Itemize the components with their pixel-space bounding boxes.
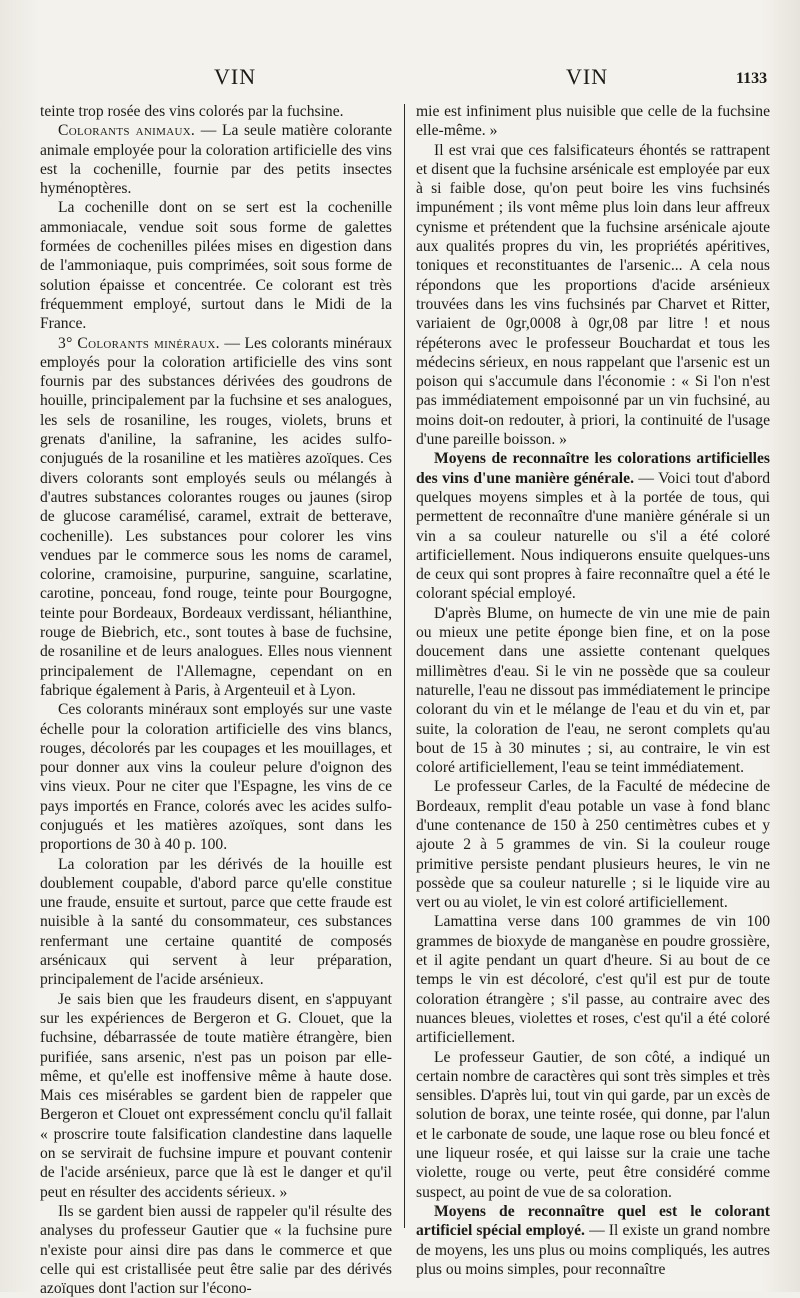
paragraph: La cochenille dont on se sert est la cochenille ammoniacale, vendue soit sous forme de galettes formées de cochenilles pilées mises en digestion dans de l'ammoniaque, puis comprimées, soit sous forme de solution épaisse et concentrée. Ce colorant est très fréquemment employé, surtout dans le Midi de la France.: [40, 199, 392, 333]
paragraph-text: — Il existe un grand nombre de moyens, les uns plus ou moins compliqués, les autres plus ou moins simples, pour reconnaître: [416, 1222, 770, 1278]
paragraph: La coloration par les dérivés de la houille est doublement coupable, d'abord parce qu'elle constitue une fraude, ensuite et surtout, parce que cette fraude est nuisible à la santé du consommateur, ces substances renfermant une certaine quantité de composés arsénicaux qui servent à leur préparation, principalement de l'acide arsénieux.: [40, 855, 392, 989]
running-head-right-title: VIN: [566, 64, 609, 89]
column-divider: [404, 104, 405, 1228]
paragraph: Le professeur Gautier, de son côté, a indiqué un certain nombre de caractères qui sont très simples et très sensibles. D'après lui, tout vin qui garde, par un excès de solution de borax, une teinte rosée, qui donne, par l'alun et le carbonate de soude, une laque rose ou bleu foncé et une liqueur rosée, et qui laisse sur la craie une tache violette, rouge ou verte, peut être considéré comme suspect, au point de vue de sa coloration.: [416, 1048, 771, 1201]
running-head: [0, 64, 800, 94]
paragraph: [416, 449, 770, 603]
paragraph: D'après Blume, on humecte de vin une mie de pain ou mieux une petite éponge bien fine, et on la pose doucement dans une assiette contenant quelques millimètres d'eau. Si le vin ne possède que sa couleur naturelle, l'eau ne dissout pas immédiatement le principe colorant du vin et le mélange de l'eau et du vin et, par suite, la coloration de l'eau, ne seront complets qu'au bout de 15 à 30 minutes ; si, au contraire, le vin est coloré artificiellement, l'eau se teint immédiatement.: [416, 604, 770, 777]
paragraph: Lamattina verse dans 100 grammes de vin 100 grammes de bioxyde de manganèse en poudre grossière, et il agite pendant un quart d'heure. Si au bout de ce temps le vin est décoloré, c'est qu'il est pur de toute coloration étrangère ; s'il passe, au contraire avec des nuances bleues, violettes et roses, c'est qu'il a été coloré artificiellement.: [416, 913, 770, 1047]
paragraph-text: — Voici tout d'abord quelques moyens simples et à la portée de tous, qui permettent de reconnaître d'une manière générale si un vin a sa couleur naturelle ou s'il a été coloré artificiellement. Nous indiquerons ensuite quelques-uns de ceux qui sont propres à faire reconnaître quel a été le colorant spécial employé.: [416, 469, 770, 603]
paragraph: [416, 1202, 770, 1279]
paragraph: mie est infiniment plus nuisible que celle de la fuchsine elle-même. »: [416, 103, 770, 140]
section-heading: Moyens de reconnaître quel est le colorant artificiel spécial employé.: [416, 1202, 770, 1240]
section-heading: Moyens de reconnaître les colorations artificielles des vins d'une manière générale.: [416, 450, 770, 487]
right-column: [416, 102, 770, 1279]
paragraph: Je sais bien que les fraudeurs disent, en s'appuyant sur les expériences de Bergeron et G. Clouet, que la fuchsine, débarrassée de toute matière étrangère, bien purifiée, sans arsenic, n'est pas un poison par elle-même, et qu'elle est inoffensive même à haute dose. Mais ces misérables se gardent bien de rappeler que Bergeron et Clouet ont expressément conclu qu'il fallait « proscrire toute falsification clandestine dans laquelle on se servirait de fuchsine impure et pouvant contenir de l'acide arsénieux, parce que là est le danger et qu'il peut en résulter des accidents sérieux. »: [40, 990, 392, 1201]
paragraph: Le professeur Carles, de la Faculté de médecine de Bordeaux, remplit d'eau potable un vase à fond blanc d'une contenance de 150 à 250 centimètres cubes et y ajoute 2 à 5 grammes de vin. Si la couleur rouge primitive persiste pendant plusieurs heures, le vin ne possède que sa couleur naturelle ; si le liquide vire au vert ou au violet, le vin est coloré artificiellement.: [416, 778, 770, 912]
paragraph: [40, 121, 392, 198]
section-heading: Colorants animaux.: [58, 122, 196, 140]
paragraph-text: — Les colorants minéraux employés pour la coloration artificielle des vins sont fournis par des substances dérivées des goudrons de houille, principalement par la fuchsine et ses analogues, les sels de rosaniline, les rouges, violets, bruns et grenats d'aniline, la safranine, les acides sulfo-conjugués de la rosaniline et les matières azoïques. Ces divers colorants sont employés seuls ou mélangés à d'autres substances colorantes rouges ou jaunes (sirop de glucose caramélisé, caramel, extrait de betterave, cochenille). Les substances pour colorer les vins vendues par le commerce sous les noms de caramel, colorine, cramoisine, purpurine, sanguine, scarlatine, carotine, ponceau, fond rouge, teinte pour Bourgogne, teinte pour Bordeaux, Bordeaux verdissant, hélianthine, rouge de Biebrich, etc., sont toutes à base de fuchsine, de rosaniline et de leurs analogues. Elles nous viennent principalement de l'Allemagne, cependant on en fabrique également à Paris, à Argenteuil et à Lyon.: [40, 334, 392, 699]
paragraph: Ils se gardent bien aussi de rappeler qu'il résulte des analyses du professeur Gautier que « la fuchsine pure n'existe pour ainsi dire pas dans le commerce et que celle qui est cristallisée peut être salie par des dérivés azoïques dont l'action sur l'écono-: [40, 1202, 392, 1298]
paragraph: [40, 334, 392, 701]
paragraph: Ces colorants minéraux sont employés sur une vaste échelle pour la coloration artificielle des vins blancs, rouges, décolorés par les coupages et les mouillages, et pour donner aux vins la couleur pelure d'oignon des vins vieux. Pour ne citer que l'Espagne, les vins de ce pays importés en France, colorés avec les acides sulfo-conjugués et les matières azoïques, sont dans les proportions de 30 à 40 p. 100.: [40, 701, 392, 854]
section-heading: 3° Colorants minéraux.: [58, 334, 220, 352]
left-column: [40, 102, 392, 1298]
paragraph: Il est vrai que ces falsificateurs éhontés se rattrapent et disent que la fuchsine arsénicale est employée par eux à si faible dose, qu'on peut boire les vins fuchsinés impunément ; ils vont même plus loin dans leur affreux cynisme et prétendent que la fuchsine arsénicale ajoute aux qualités propres du vin, les propriétés apéritives, toniques et reconstituantes de l'arsenic... A cela nous répondons que les proportions d'acide arsénieux trouvées dans les vins fuchsinés par Charvet et Ritter, variaient de 0gr,0008 à 0gr,08 par litre ! et nous répéterons avec le professeur Bouchardat et tous les médecins sérieux, en nous rappelant que l'arsenic est un poison qui s'accumule dans l'économie : « Si l'on n'est pas immédiatement empoisonné par un vin fuchsiné, au moins doit-on redouter, à priori, la continuité de l'usage d'une pareille boisson. »: [416, 141, 770, 449]
running-head-left-title: VIN: [214, 64, 257, 89]
page-number: 1133: [736, 70, 768, 87]
paragraph-text: — La seule matière colorante animale employée pour la coloration artificielle des vins est la cochenille, fournie par des petits insectes hyménoptères.: [40, 122, 392, 198]
paragraph: teinte trop rosée des vins colorés par la fuchsine.: [40, 103, 344, 120]
